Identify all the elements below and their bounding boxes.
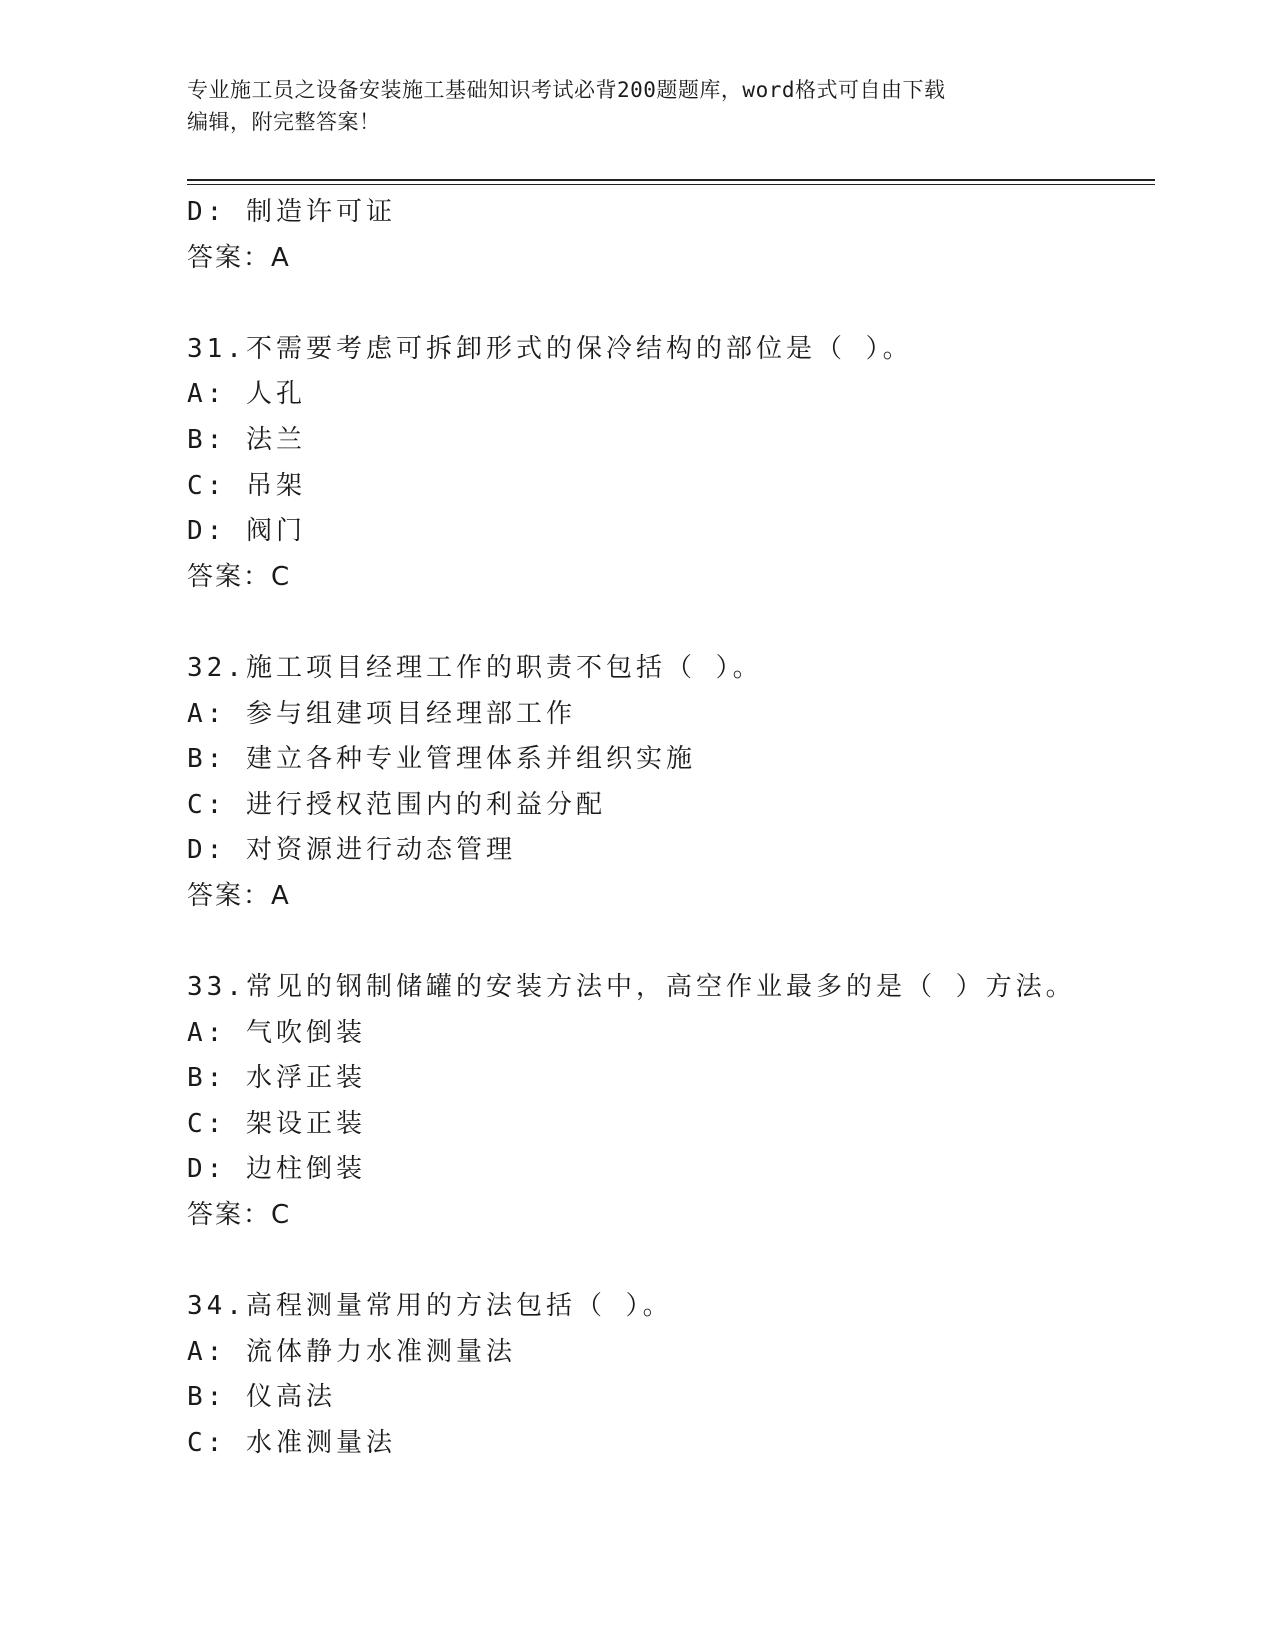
option-c: C: 进行授权范围内的利益分配 [187, 789, 606, 820]
option-b: B: 建立各种专业管理体系并组织实施 [187, 744, 696, 775]
spacer [187, 281, 1155, 327]
title-line-1: 专业施工员之设备安装施工基础知识考试必背200题题库，word格式可自由下载 [187, 78, 946, 102]
option-c: C: 水准测量法 [187, 1428, 396, 1459]
answer-line: 答案：C [187, 1200, 292, 1231]
option-d: D: 阀门 [187, 516, 306, 547]
question-list [187, 190, 1155, 1467]
option-b: B: 仪高法 [187, 1382, 336, 1413]
option-a: A: 参与组建项目经理部工作 [187, 698, 576, 729]
answer-line: 答案：A [187, 242, 291, 273]
question-32 [187, 646, 1155, 920]
question-stem: 32.施工项目经理工作的职责不包括（ ）。 [187, 652, 763, 683]
title-line-2: 编辑，附完整答案！ [187, 110, 381, 134]
option-d: D: 对资源进行动态管理 [187, 835, 516, 866]
document-title [187, 74, 1087, 138]
spacer [187, 920, 1155, 966]
spacer [187, 600, 1155, 646]
option-c: C: 架设正装 [187, 1108, 366, 1139]
question-stem: 33.常见的钢制储罐的安装方法中，高空作业最多的是（ ）方法。 [187, 972, 1076, 1003]
option-b: B: 法兰 [187, 424, 306, 455]
option-b: B: 水浮正装 [187, 1063, 366, 1094]
option-c: C: 吊架 [187, 470, 306, 501]
option-a: A: 气吹倒装 [187, 1017, 366, 1048]
question-33 [187, 965, 1155, 1239]
answer-line: 答案：A [187, 880, 291, 911]
header-divider-thin [187, 184, 1155, 185]
question-stem: 34.高程测量常用的方法包括（ ）。 [187, 1291, 673, 1322]
header-divider-thick [187, 179, 1155, 181]
option-a: A: 人孔 [187, 379, 306, 410]
option-a: A: 流体静力水准测量法 [187, 1336, 516, 1367]
question-31 [187, 327, 1155, 601]
question-stem: 31.不需要考虑可拆卸形式的保冷结构的部位是（ ）。 [187, 333, 913, 364]
option-d: D: 边柱倒装 [187, 1154, 366, 1185]
spacer [187, 1239, 1155, 1285]
option-d: D: 制造许可证 [187, 197, 396, 227]
question-34 [187, 1284, 1155, 1466]
answer-line: 答案：C [187, 561, 292, 592]
